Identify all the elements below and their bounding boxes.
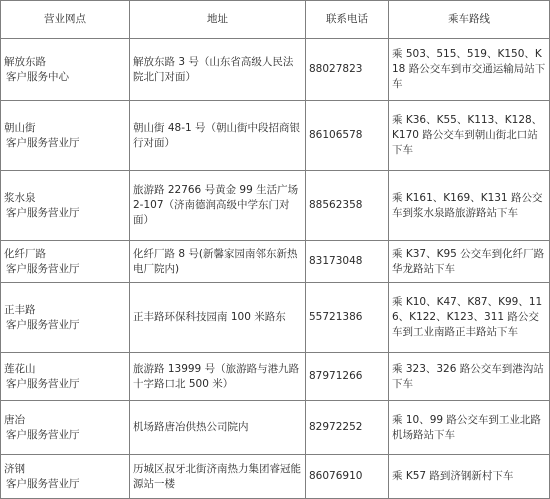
outlet-type: 客户服务中心 xyxy=(6,70,69,83)
table-header-row xyxy=(1,1,550,39)
outlet-phone: 86076910 xyxy=(306,455,389,499)
outlet-address: 旅游路 22766 号黄金 99 生活广场 2-107（济南德润高级中学东门对面） xyxy=(130,171,306,241)
outlet-address: 旅游路 13999 号（旅游路与港九路十字路口北 500 米） xyxy=(130,353,306,401)
outlet-name-cell xyxy=(1,241,130,283)
table-row xyxy=(1,39,550,101)
outlet-phone: 86106578 xyxy=(306,101,389,171)
outlet-route: 乘 K57 路到济钢新村下车 xyxy=(389,455,550,499)
outlet-type: 客户服务营业厅 xyxy=(6,262,80,275)
outlet-route: 乘 K37、K95 公交车到化纤厂路华龙路站下车 xyxy=(389,241,550,283)
outlet-name-cell xyxy=(1,171,130,241)
header-phone: 联系电话 xyxy=(306,1,389,39)
outlet-route: 乘 503、515、519、K150、K18 路公交车到市交通运输局站下车 xyxy=(389,39,550,101)
table-row xyxy=(1,101,550,171)
outlet-type: 客户服务营业厅 xyxy=(6,377,80,390)
outlet-phone: 88562358 xyxy=(306,171,389,241)
outlet-type: 客户服务营业厅 xyxy=(6,428,80,441)
outlet-name: 莲花山 xyxy=(4,362,36,375)
header-name: 营业网点 xyxy=(1,1,130,39)
outlet-type: 客户服务营业厅 xyxy=(6,136,80,149)
outlet-type: 客户服务营业厅 xyxy=(6,318,80,331)
outlet-name-cell xyxy=(1,401,130,455)
header-route: 乘车路线 xyxy=(389,1,550,39)
outlet-name-cell xyxy=(1,283,130,353)
outlet-address: 朝山街 48-1 号（朝山街中段招商银行对面） xyxy=(130,101,306,171)
outlet-name: 浆水泉 xyxy=(4,191,36,204)
outlet-name: 正丰路 xyxy=(4,303,36,316)
outlet-name: 济钢 xyxy=(4,462,25,475)
table-row xyxy=(1,353,550,401)
outlet-phone: 87971266 xyxy=(306,353,389,401)
outlet-address: 解放东路 3 号（山东省高级人民法院北门对面） xyxy=(130,39,306,101)
outlet-name: 朝山街 xyxy=(4,121,36,134)
outlet-phone: 83173048 xyxy=(306,241,389,283)
table-row xyxy=(1,241,550,283)
outlet-address: 正丰路环保科技园南 100 米路东 xyxy=(130,283,306,353)
outlet-route: 乘 K161、K169、K131 路公交车到浆水泉路旅游路站下车 xyxy=(389,171,550,241)
outlet-address: 机场路唐冶供热公司院内 xyxy=(130,401,306,455)
outlet-phone: 55721386 xyxy=(306,283,389,353)
outlet-address: 历城区叔牙北街济南热力集团睿冠能源站一楼 xyxy=(130,455,306,499)
table-row xyxy=(1,171,550,241)
outlet-route: 乘 K10、K47、K87、K99、116、K122、K123、311 路公交车到工业南路正丰路站下车 xyxy=(389,283,550,353)
outlet-name-cell xyxy=(1,455,130,499)
outlet-route: 乘 10、99 路公交车到工业北路机场路站下车 xyxy=(389,401,550,455)
outlet-name-cell xyxy=(1,101,130,171)
header-address: 地址 xyxy=(130,1,306,39)
outlet-phone: 82972252 xyxy=(306,401,389,455)
outlet-type: 客户服务营业厅 xyxy=(6,206,80,219)
outlet-route: 乘 K36、K55、K113、K128、K170 路公交车到朝山街北口站下车 xyxy=(389,101,550,171)
outlet-address: 化纤厂路 8 号(新馨家园南邻东新热电厂院内) xyxy=(130,241,306,283)
outlet-route: 乘 323、326 路公交车到港沟站下车 xyxy=(389,353,550,401)
table-row xyxy=(1,455,550,499)
outlet-name: 化纤厂路 xyxy=(4,247,46,260)
outlet-name-cell xyxy=(1,39,130,101)
table-row xyxy=(1,401,550,455)
outlet-phone: 88027823 xyxy=(306,39,389,101)
table-row xyxy=(1,283,550,353)
outlet-name: 唐冶 xyxy=(4,413,25,426)
outlet-type: 客户服务营业厅 xyxy=(6,477,80,490)
outlet-name: 解放东路 xyxy=(4,55,46,68)
outlet-name-cell xyxy=(1,353,130,401)
